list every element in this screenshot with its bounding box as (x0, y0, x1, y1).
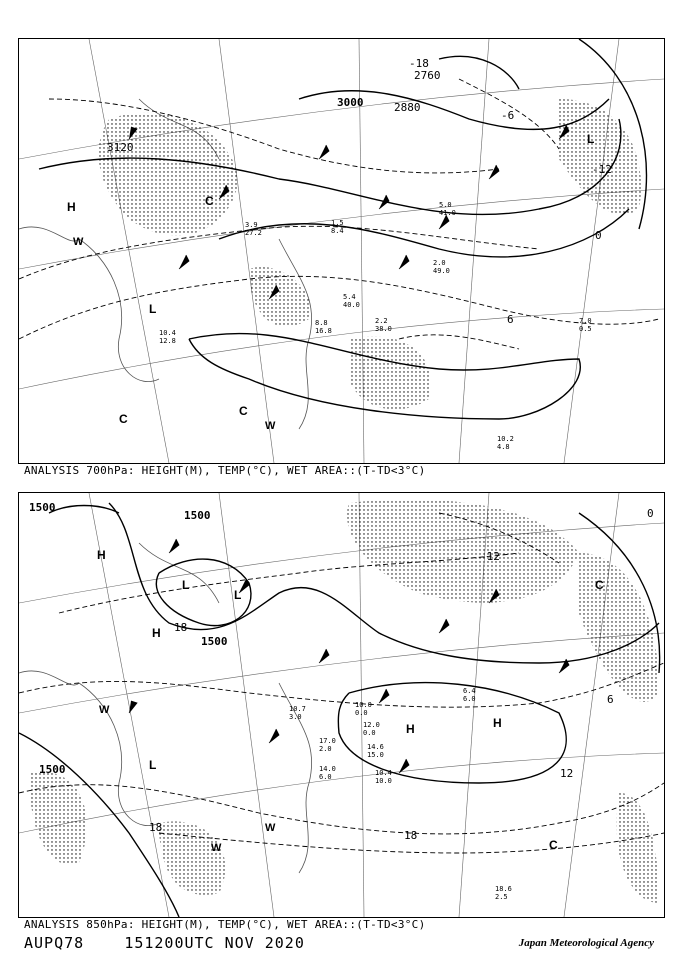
station-dewpoint-depression: 16.8 (315, 327, 332, 335)
map-850hpa-canvas (19, 493, 664, 917)
temperature-label: 18 (174, 621, 188, 634)
station-dewpoint-depression: 0.0 (363, 729, 376, 737)
pressure-center-symbol: C (119, 412, 128, 426)
station-temp: 7.0 (579, 317, 592, 325)
station-dewpoint-depression: 27.2 (245, 229, 262, 237)
pressure-center-symbol: W (265, 420, 276, 432)
station-dewpoint-depression: 41.0 (439, 209, 456, 217)
station-temp: 2.2 (375, 317, 388, 325)
station-dewpoint-depression: 0.5 (579, 325, 592, 333)
station-dewpoint-depression: 3.0 (289, 713, 302, 721)
temperature-label: 0 (595, 229, 602, 242)
pressure-center-symbol: W (211, 842, 222, 854)
temperature-label: -12 (592, 163, 612, 176)
station-dewpoint-depression: 15.0 (367, 751, 384, 759)
station-dewpoint-depression: 40.0 (343, 301, 360, 309)
station-dewpoint-depression: 4.8 (497, 443, 510, 451)
pressure-center-symbol: C (549, 838, 558, 852)
station-temp: 8.8 (315, 319, 328, 327)
map-panel-850hpa (18, 492, 665, 918)
height-label: 1500 (29, 501, 56, 514)
temperature-label: -6 (501, 109, 515, 122)
station-temp: 10.2 (497, 435, 514, 443)
station-dewpoint-depression: 2.5 (495, 893, 508, 901)
station-temp: 14.6 (367, 743, 384, 751)
height-label: 2760 (414, 69, 441, 82)
pressure-center-symbol: H (493, 716, 502, 730)
map-panel-700hpa (18, 38, 665, 464)
temperature-label: 6 (607, 693, 614, 706)
height-label: 1500 (39, 763, 66, 776)
pressure-center-symbol: L (149, 758, 157, 772)
station-temp: 10.0 (355, 701, 372, 709)
height-label: 3120 (107, 141, 134, 154)
station-plots (289, 687, 512, 901)
height-label: 1500 (184, 509, 211, 522)
temperature-label: 18 (404, 829, 418, 842)
agency-credit: Japan Meteorological Agency (518, 937, 654, 949)
pressure-center-symbol: L (149, 302, 157, 316)
pressure-center-symbol: H (97, 548, 106, 562)
station-temp: 6.4 (463, 687, 476, 695)
station-dewpoint-depression: 8.4 (331, 227, 344, 235)
map-700hpa-canvas (19, 39, 664, 463)
station-temp: 10.4 (375, 769, 392, 777)
valid-time: 151200UTC NOV 2020 (124, 934, 305, 952)
station-temp: 17.0 (319, 737, 336, 745)
station-temp: 5.4 (343, 293, 356, 301)
station-temp: 12.0 (363, 721, 380, 729)
wet-areas (99, 99, 641, 409)
pressure-center-symbol: H (67, 200, 76, 214)
pressure-center-symbol: L (587, 132, 595, 146)
panel-caption-850hpa: ANALYSIS 850hPa: HEIGHT(M), TEMP(°C), WET AREA::(T-TD<3°C) (24, 918, 426, 931)
pressure-center-symbol: H (406, 722, 415, 736)
temperature-label: -18 (409, 57, 429, 70)
pressure-center-symbol: C (205, 194, 214, 208)
height-label: 3000 (337, 96, 364, 109)
pressure-center-symbol: C (595, 578, 604, 592)
temperature-label: 18 (149, 821, 163, 834)
station-dewpoint-depression: 38.0 (375, 325, 392, 333)
station-temp: 10.4 (159, 329, 176, 337)
pressure-center-symbol: W (99, 704, 110, 716)
station-temp: 2.0 (433, 259, 446, 267)
height-label: 2880 (394, 101, 421, 114)
station-plots (159, 201, 592, 451)
station-dewpoint-depression: 6.0 (463, 695, 476, 703)
station-temp: 3.9 (245, 221, 258, 229)
pressure-center-symbol: W (265, 822, 276, 834)
temperature-label: -12 (480, 550, 500, 563)
station-dewpoint-depression: 10.0 (375, 777, 392, 785)
pressure-center-symbol: L (182, 578, 190, 592)
station-temp: 1.5 (331, 219, 344, 227)
station-temp: 5.0 (439, 201, 452, 209)
station-dewpoint-depression: 12.8 (159, 337, 176, 345)
station-temp: 18.6 (495, 885, 512, 893)
station-dewpoint-depression: 0.0 (355, 709, 368, 717)
station-dewpoint-depression: 6.0 (319, 773, 332, 781)
pressure-center-symbol: W (73, 236, 84, 248)
pressure-center-symbol: H (152, 626, 161, 640)
temperature-label: 12 (560, 767, 574, 780)
station-temp: 14.0 (319, 765, 336, 773)
chart-product-code: AUPQ78 (24, 934, 85, 952)
station-dewpoint-depression: 49.0 (433, 267, 450, 275)
height-label: 1500 (201, 635, 228, 648)
station-temp: 10.7 (289, 705, 306, 713)
temperature-label: 6 (507, 313, 514, 326)
chart-identifier (24, 934, 305, 952)
panel-caption-700hpa: ANALYSIS 700hPa: HEIGHT(M), TEMP(°C), WET AREA::(T-TD<3°C) (24, 464, 426, 477)
pressure-center-symbol: L (234, 588, 242, 602)
station-dewpoint-depression: 2.0 (319, 745, 332, 753)
pressure-center-symbol: C (239, 404, 248, 418)
temperature-label: 0 (647, 507, 654, 520)
wet-areas (29, 500, 659, 903)
